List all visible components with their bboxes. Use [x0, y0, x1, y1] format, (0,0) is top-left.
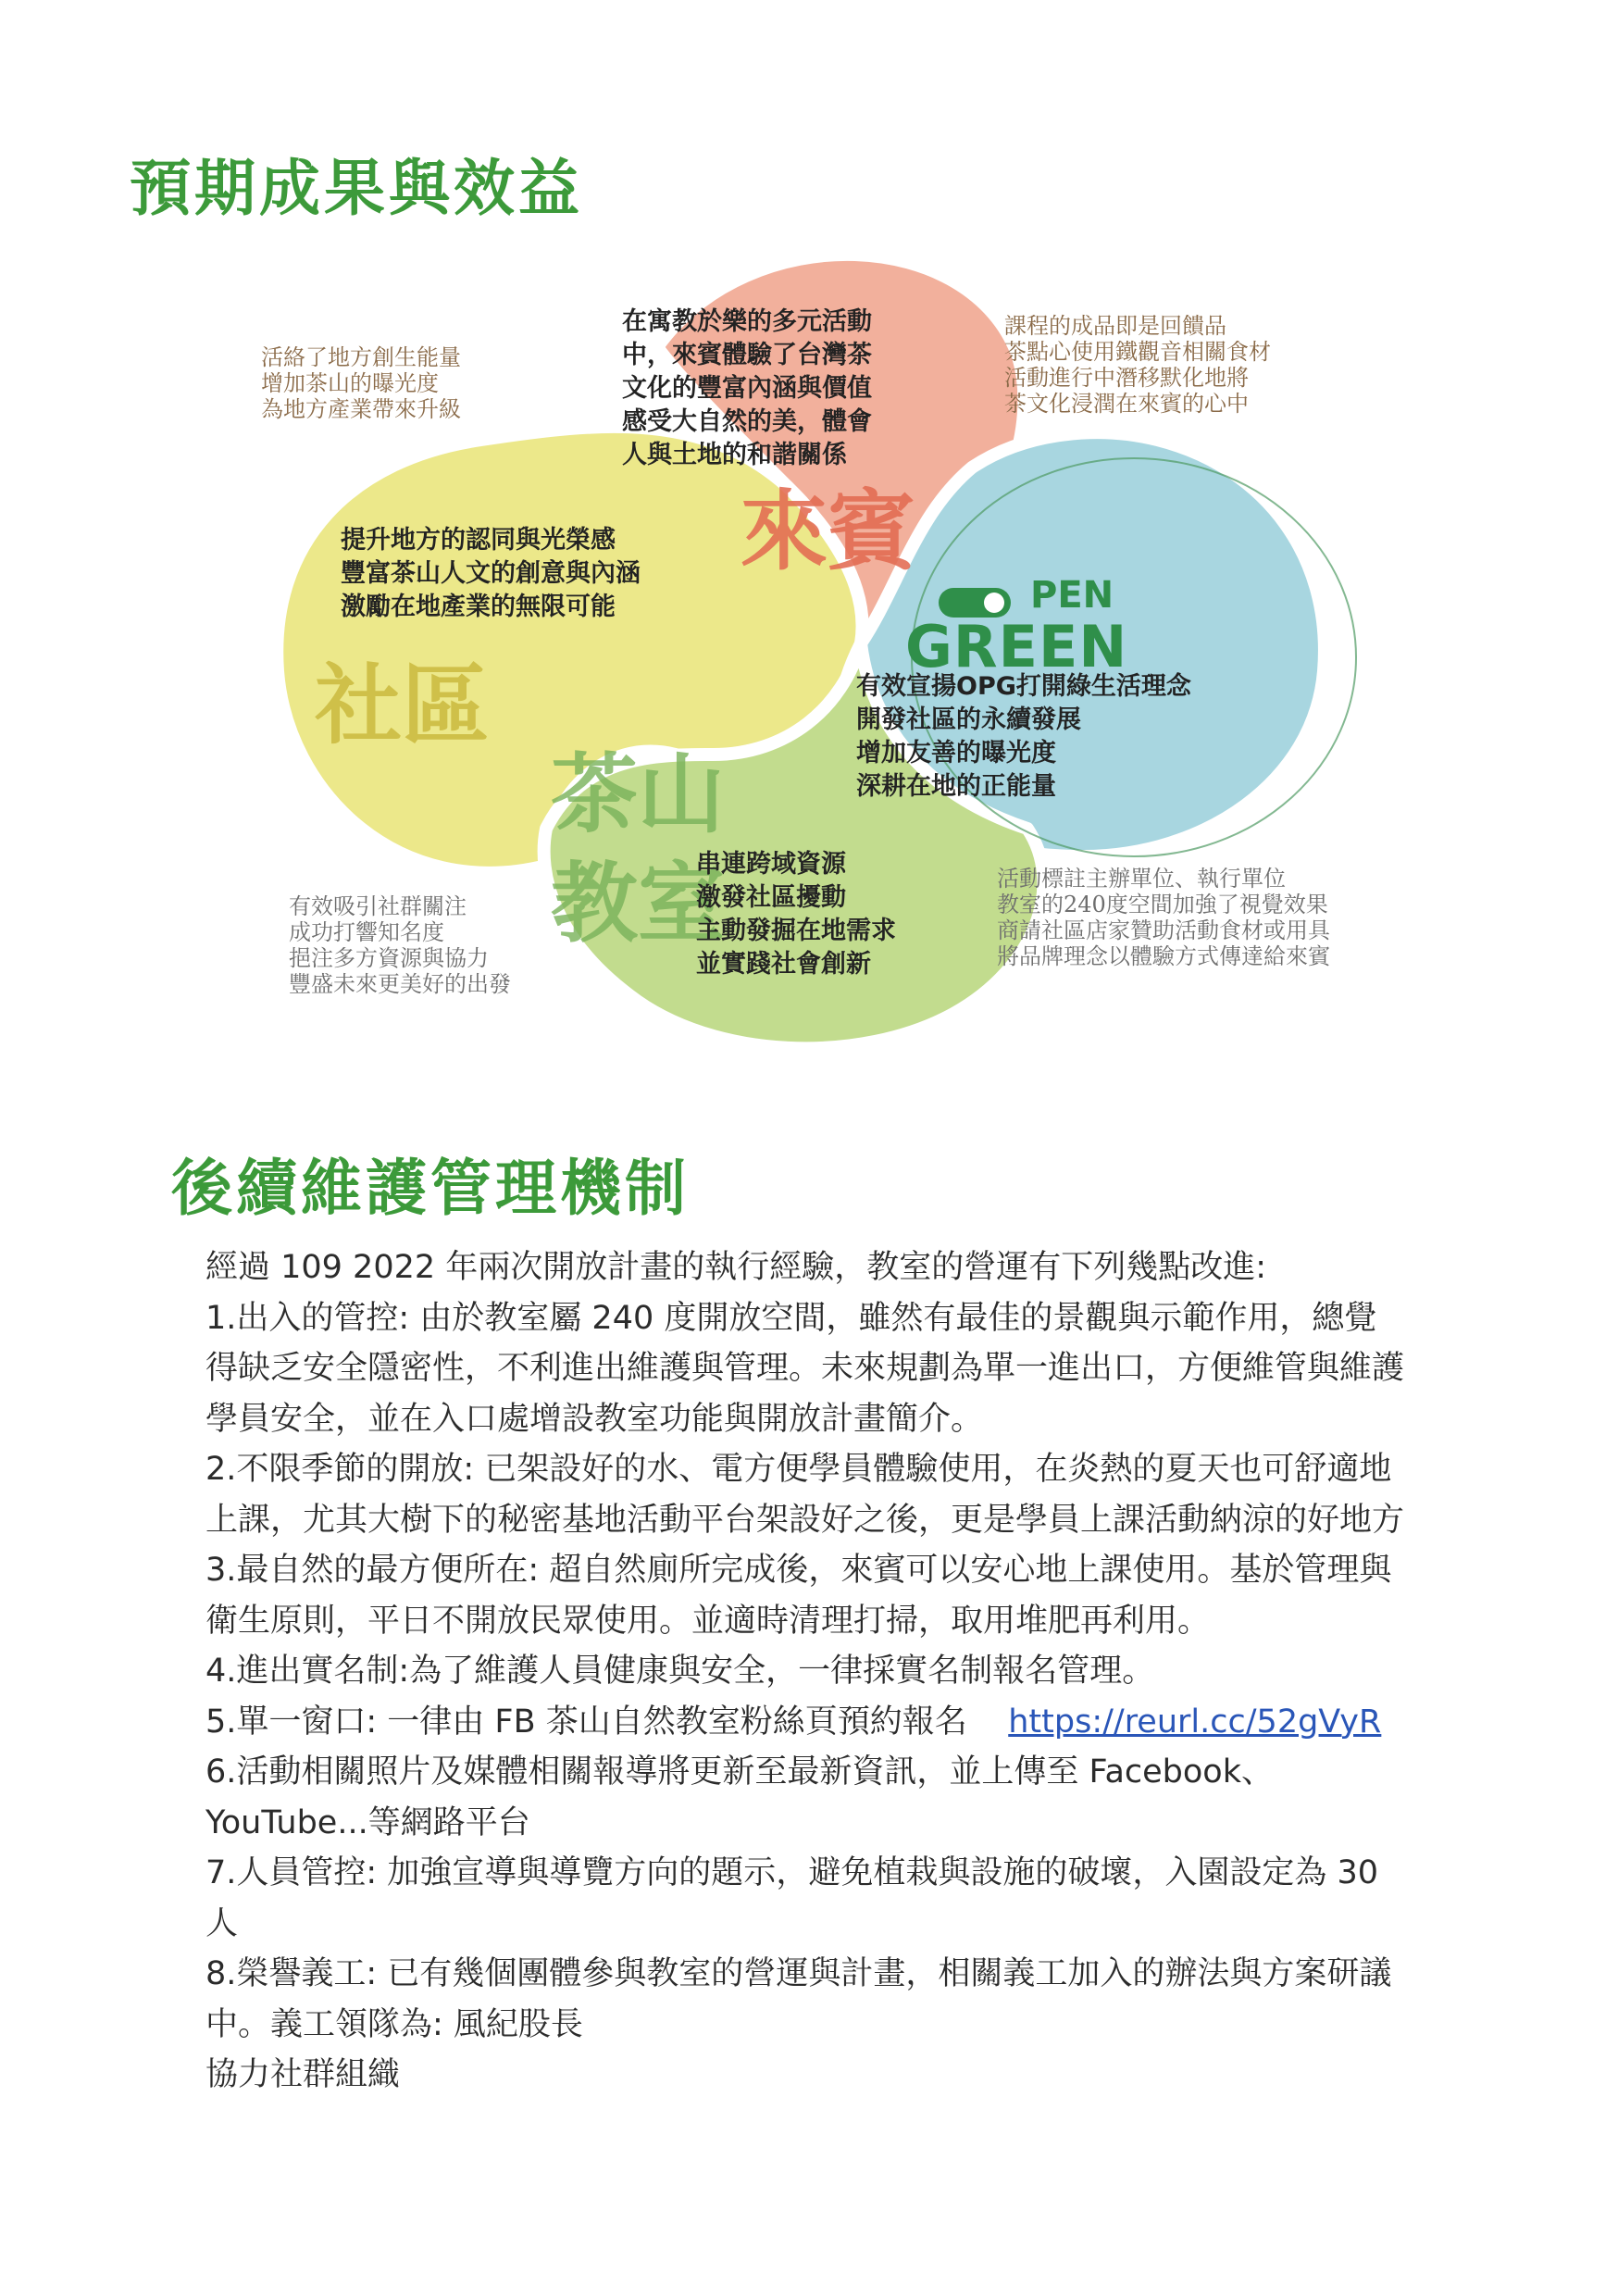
- segment-label-community: 提升地方的認同與光榮感 豐富茶山人文的創意與內涵 激勵在地產業的無限可能: [341, 526, 641, 621]
- note-bottom-left: 有效吸引社群關注 成功打響知名度 挹注多方資源與協力 豐盛未來更美好的出發: [289, 893, 511, 997]
- maintenance-item-2: 2.不限季節的開放: 已架設好的水、電方便學員體驗使用，在炎熱的夏天也可舒適地上課，尤其大樹下的秘密基地活動平台架設好之後，更是學員上課活動納涼的好地方: [205, 1451, 1405, 1539]
- maintenance-body: [205, 1242, 1409, 2101]
- maintenance-item-8: 8.榮譽義工: 已有幾個團體參與教室的營運與計畫，相關義工加入的辦法與方案研議中。義工領隊為: 風紀股長: [205, 1955, 1392, 2043]
- segment-title-guests: 來賓: [741, 481, 915, 582]
- segment-title-community: 社區: [315, 655, 490, 756]
- segment-label-guests: 在寓教於樂的多元活動 中，來賓體驗了台灣茶 文化的豐富內涵與價值 感受大自然的美，體會 人與土地的和諧關係: [622, 307, 872, 469]
- maintenance-item-1: 1.出入的管控: 由於教室屬 240 度開放空間，雖然有最佳的景觀與示範作用，總覺得缺乏安全隱密性，不利進出維護與管理。未來規劃為單一進出口，方便維管與維護學員安全，並在入口處增設教室功能與開放計畫簡介。: [205, 1299, 1405, 1438]
- maintenance-item-7: 7.人員管控: 加強宣導與導覽方向的題示，避免植栽與設施的破壞，入園設定為 30 人: [205, 1854, 1378, 1942]
- fan-page-link[interactable]: https://reurl.cc/52gVyR: [1008, 1703, 1382, 1741]
- maintenance-item-6: 6.活動相關照片及媒體相關報導將更新至最新資訊，並上傳至 Facebook、YouTube...等網路平台: [205, 1753, 1274, 1841]
- note-bottom-right: 活動標註主辦單位、執行單位 教室的240度空間加強了視覺效果 商請社區店家贊助活動食材或用具 將品牌理念以體驗方式傳達給來賓: [997, 866, 1330, 969]
- section-title-maintenance: 後續維護管理機制: [171, 1153, 690, 1224]
- note-top-left: 活絡了地方創生能量 增加茶山的曝光度 為地方產業帶來升級: [261, 344, 461, 422]
- maintenance-item-4: 4.進出實名制:為了維護人員健康與安全，一律採實名制報名管理。: [205, 1653, 1155, 1690]
- segment-title-tea-mountain: 茶山: [551, 744, 726, 845]
- maintenance-item-3: 3.最自然的最方便所在: 超自然廁所完成後，來賓可以安心地上課使用。基於管理與衛生原則，平日不開放民眾使用。並適時清理打掃，取用堆肥再利用。: [205, 1552, 1392, 1640]
- maintenance-item-9: 協力社群組織: [205, 2056, 401, 2093]
- section-title-expected-outcomes: 預期成果與效益: [130, 153, 583, 224]
- segment-label-open-green: 有效宣揚OPG打開綠生活理念 開發社區的永續發展 增加友善的曝光度 深耕在地的正能量: [856, 672, 1191, 801]
- maintenance-item-5: [205, 1697, 1409, 1748]
- open-green-brand-pen: PEN: [1030, 574, 1114, 617]
- open-green-brand-green: GREEN: [905, 613, 1128, 680]
- maintenance-item-5-text: 5.單一窗口: 一律由 FB 茶山自然教室粉絲頁預約報名: [205, 1703, 967, 1741]
- maintenance-intro: 經過 109 2022 年兩次開放計畫的執行經驗，教室的營運有下列幾點改進:: [205, 1249, 1267, 1286]
- segment-title-classroom: 教室: [551, 854, 726, 955]
- segment-label-classroom: 串連跨域資源 激發社區擾動 主動發掘在地需求 並實踐社會創新: [696, 850, 896, 979]
- note-top-right: 課程的成品即是回饋品 茶點心使用鐵觀音相關食材 活動進行中潛移默化地將 茶文化浸潤在來賓的心中: [1004, 313, 1271, 417]
